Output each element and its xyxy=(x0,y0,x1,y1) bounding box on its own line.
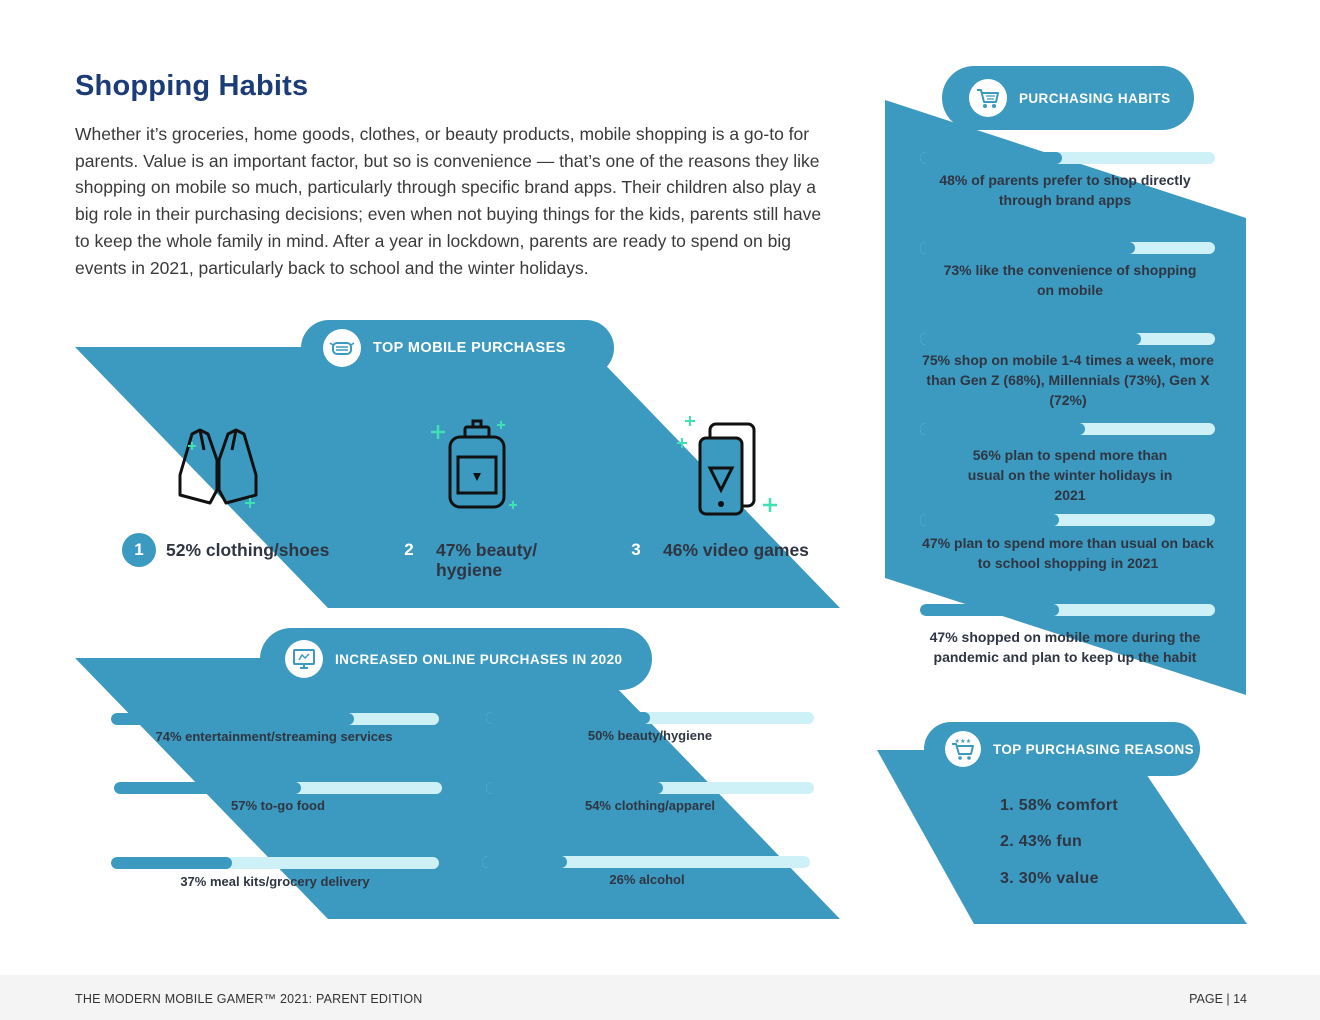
percent-bar xyxy=(920,423,1215,435)
top-purchase-item xyxy=(122,540,329,567)
percent-bar xyxy=(920,333,1215,345)
intro-paragraph: Whether it’s groceries, home goods, clothes, or beauty products, mobile shopping is a go-to for parents. Value is an important factor, but so is convenience — that’s one of the reasons they like shopping on mobile so much, particularly through specific brand apps. Their children also play a big role in their purchasing decisions; even when not buying things for the kids, parents still have to keep the whole family in mind. After a year in lockdown, parents are ready to spend on big events in 2021, particularly back to school and the winter holidays. xyxy=(75,124,822,278)
habit-text: 48% of parents prefer to shop directly through brand apps xyxy=(939,172,1191,208)
reason-item: 2. 43% fun xyxy=(1000,833,1083,850)
online-purchase-label: 54% clothing/apparel xyxy=(584,798,716,813)
purchasing-habits-header xyxy=(942,66,1194,130)
mask-icon xyxy=(323,329,361,367)
footer-page-number: PAGE | 14 xyxy=(1189,992,1247,1006)
top-purchase-label: 52% clothing/shoes xyxy=(166,540,330,560)
online-purchase-label: 37% meal kits/grocery delivery xyxy=(180,874,370,889)
habit-text: 73% like the convenience of shopping on mobile xyxy=(943,262,1197,298)
percent-bar xyxy=(486,782,814,794)
online-purchase-label: 74% entertainment/streaming services xyxy=(155,729,393,744)
top-purchases-heading: TOP MOBILE PURCHASES xyxy=(373,340,566,356)
reason-item: 1. 58% comfort xyxy=(1000,797,1119,814)
percent-bar xyxy=(920,152,1215,164)
percent-bar xyxy=(111,857,439,869)
vest-icon xyxy=(170,420,270,515)
smartphone-icon xyxy=(672,410,787,520)
top-purchases-header xyxy=(301,320,614,376)
percent-bar xyxy=(486,712,814,724)
habit-text: 56% plan to spend more than usual on the winter holidays in 2021 xyxy=(967,447,1173,503)
top-purchase-item xyxy=(392,540,556,580)
page-footer xyxy=(0,975,1320,1020)
reason-item: 3. 30% value xyxy=(1000,870,1099,887)
page-title: Shopping Habits xyxy=(75,70,309,102)
perfume-bottle-icon xyxy=(425,415,525,515)
reasons-header xyxy=(924,722,1200,776)
purchasing-habits-heading: PURCHASING HABITS xyxy=(1019,90,1171,106)
online-purchase-label: 50% beauty/hygiene xyxy=(587,728,713,743)
habit-text: 47% plan to spend more than usual on back to school shopping in 2021 xyxy=(922,535,1214,571)
star-cart-icon xyxy=(945,731,981,767)
computer-icon xyxy=(285,640,323,678)
habit-text: 75% shop on mobile 1-4 times a week, more than Gen Z (68%), Millennials (73%), Gen X (72%) xyxy=(922,352,1214,408)
svg-text:★★★: ★★★ xyxy=(954,738,972,745)
online-purchase-label: 26% alcohol xyxy=(609,872,685,887)
percent-bar xyxy=(920,242,1215,254)
rank-badge: 3 xyxy=(631,540,641,559)
top-purchase-label: 47% beauty/ hygiene xyxy=(436,540,538,580)
habit-text: 47% shopped on mobile more during the pandemic and plan to keep up the habit xyxy=(929,629,1201,665)
reasons-heading: TOP PURCHASING REASONS xyxy=(993,741,1195,757)
percent-bar xyxy=(111,713,439,725)
percent-bar xyxy=(482,856,810,868)
top-purchase-label: 46% video games xyxy=(663,540,809,560)
footer-publication: THE MODERN MOBILE GAMER™ 2021: PARENT EDITION xyxy=(75,992,423,1006)
shopping-cart-icon xyxy=(969,79,1007,117)
top-purchase-item xyxy=(619,540,809,567)
rank-badge: 2 xyxy=(404,540,414,559)
rank-badge: 1 xyxy=(122,533,156,567)
online-purchases-heading: INCREASED ONLINE PURCHASES IN 2020 xyxy=(335,651,623,667)
percent-bar xyxy=(920,604,1215,616)
percent-bar xyxy=(114,782,442,794)
percent-bar xyxy=(920,514,1215,526)
online-purchase-label: 57% to-go food xyxy=(231,798,325,813)
online-purchases-header xyxy=(260,628,652,690)
